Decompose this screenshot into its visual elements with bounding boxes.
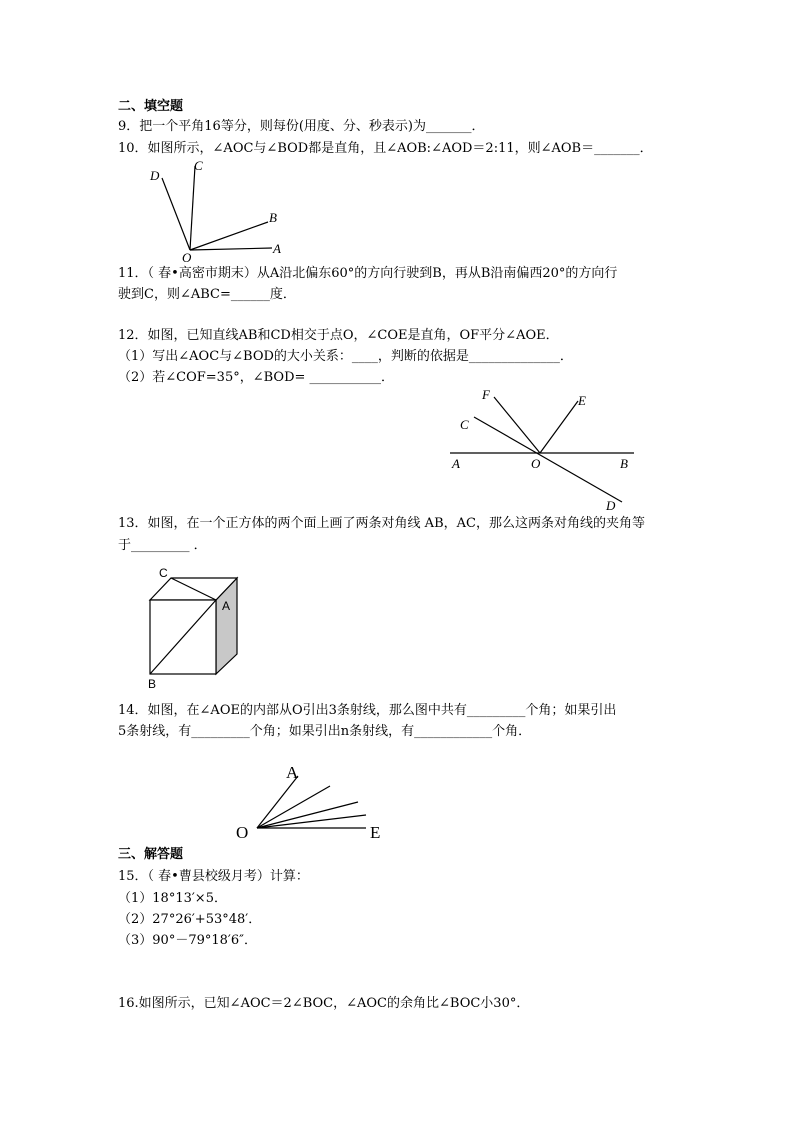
ray-oc (190, 166, 195, 250)
figure-q13-cube (140, 562, 250, 692)
question-14-line2: 5条射线，有_________个角；如果引出n条射线，有____________个角． (118, 724, 532, 739)
question-16: 16.如图所示，已知∠AOC＝2∠BOC，∠AOC的余角比∠BOC小30°． (118, 996, 530, 1011)
section-title-fill-in: 二、填空题 (118, 99, 184, 114)
label-o: O (182, 250, 192, 265)
label-b: B (620, 456, 628, 471)
label-e: E (578, 393, 586, 408)
ray-oa (190, 248, 272, 250)
ray-3 (257, 815, 366, 828)
question-14-line1: 14．如图，在∠AOE的内部从O引出3条射线，那么图中共有_________个角；如果引出 (118, 703, 617, 718)
label-d: D (606, 498, 616, 513)
section-title-answer: 三、解答题 (118, 847, 184, 862)
label-o: O (236, 823, 249, 842)
ray-oa (257, 776, 298, 828)
question-15-title: 15．（ 春•曹县校级月考）计算： (118, 869, 309, 884)
label-a: A (273, 241, 281, 256)
label-b: B (148, 677, 157, 691)
question-12-part2: （2）若∠COF=35°，∠BOD= ___________． (118, 370, 395, 385)
label-f: F (482, 387, 490, 402)
ray-2 (257, 802, 358, 828)
question-11-line1: 11．（ 春•高密市期末）从A沿北偏东60°的方向行驶到B，再从B沿南偏西20°的方向行 (118, 266, 618, 281)
figure-q12 (440, 385, 640, 515)
label-o: O (531, 456, 541, 471)
question-13-line1: 13．如图，在一个正方体的两个面上画了两条对角线 AB，AC，那么这两条对角线的夹角等 (118, 516, 645, 531)
label-b: B (269, 210, 277, 225)
ray-ob (190, 222, 268, 250)
line-cd (474, 417, 622, 502)
question-12-line1: 12．如图，已知直线AB和CD相交于点O，∠COE是直角，OF平分∠AOE． (118, 328, 559, 343)
label-d: D (150, 168, 160, 183)
label-e: E (370, 823, 381, 842)
question-15-item-1: （1）18°13′×5． (118, 891, 227, 906)
label-c: C (460, 417, 469, 432)
ray-1 (257, 786, 330, 828)
label-a: A (286, 763, 299, 782)
label-a: A (452, 456, 460, 471)
question-15-item-3: （3）90°－79°18′6″． (118, 933, 257, 948)
ray-of (494, 397, 540, 453)
question-13-line2: 于_________ ． (118, 538, 207, 553)
ray-oe (540, 401, 578, 453)
figure-q14 (230, 758, 390, 844)
question-11-line2: 驶到C，则∠ABC=______度． (118, 287, 296, 302)
question-9: 9．把一个平角16等分，则每份(用度、分、秒表示)为_______． (118, 119, 485, 134)
label-a: A (222, 599, 231, 613)
question-10: 10．如图所示，∠AOC与∠BOD都是直角，且∠AOB:∠AOD＝2:11，则∠AOB＝_______． (118, 141, 653, 156)
label-c: C (194, 158, 203, 173)
label-c: C (159, 566, 168, 580)
question-12-part1: （1）写出∠AOC与∠BOD的大小关系：____，判断的依据是______________． (118, 349, 573, 364)
ray-od (162, 178, 190, 250)
figure-q10 (140, 158, 300, 268)
question-15-item-2: （2）27°26′+53°48′． (118, 912, 262, 927)
